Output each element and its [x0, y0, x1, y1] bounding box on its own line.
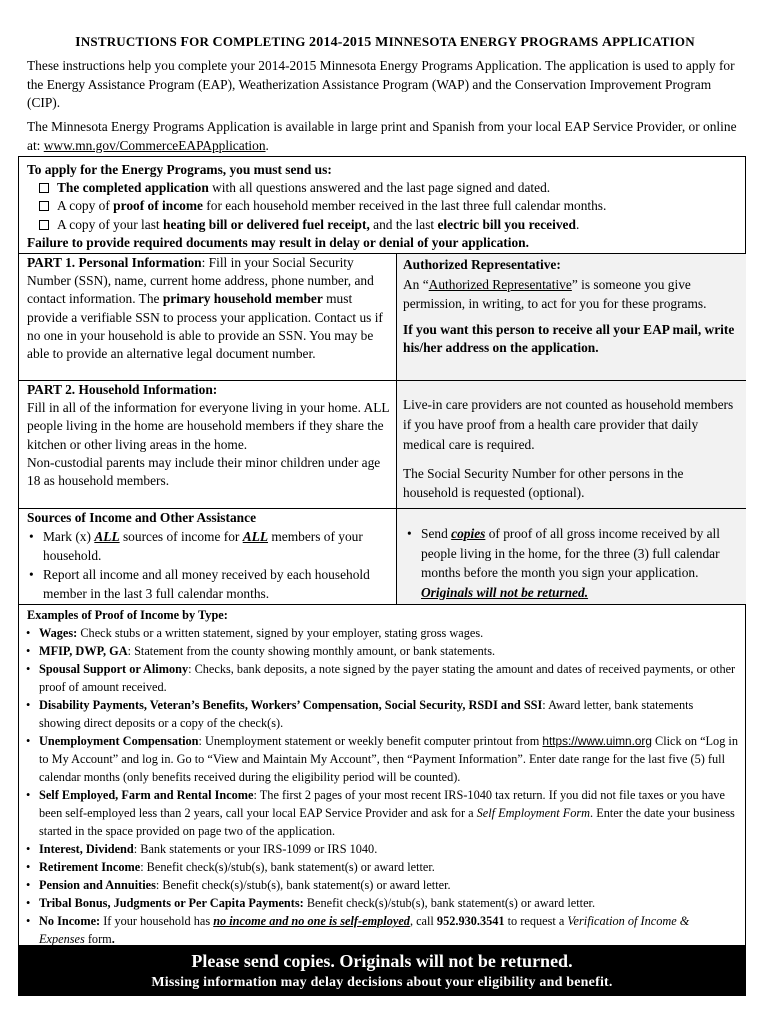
example-item: • Pension and Annuities: Benefit check(s)/stub(s), bank statement(s) or award letter. — [27, 876, 738, 894]
ssn-optional-note: The Social Security Number for other persons in the household is requested (optional). — [403, 465, 684, 501]
send-copies-bullet: • Send copies of proof of all gross income received by all people living in the home, for the three (3) full calendar months before the month you sign your application. Originals will not be returned. — [401, 524, 738, 602]
authorized-representative-box — [396, 254, 746, 380]
footer-missing-info: Missing information may delay decisions about your eligibility and benefit. — [151, 975, 613, 990]
example-item-self-employed: • Self Employed, Farm and Rental Income: The first 2 pages of your most recent IRS-1040 tax return. If you did not file taxes or you have been self-employed less than 2 years, call your local EAP Service Provider and ask for a Self Employment Form. Enter the date your business started in the space provided on page two of the application. — [27, 786, 738, 840]
part2-noncustodial: Non-custodial parents may include their minor children under age 18 as household members. — [27, 454, 381, 489]
auth-rep-mail-note: If you want this person to receive all your EAP mail, write his/her address on the application. — [403, 321, 735, 356]
auth-rep-heading: Authorized Representative: — [403, 257, 561, 272]
uimn-link[interactable]: https://www.uimn.org — [542, 734, 652, 748]
checkbox-icon — [39, 201, 49, 211]
failure-warning: Failure to provide required documents may result in delay or denial of your application. — [27, 234, 529, 250]
example-item: • Tribal Bonus, Judgments or Per Capita Payments: Benefit check(s)/stub(s), bank statement(s) or award letter. — [27, 894, 738, 912]
example-item: • Retirement Income: Benefit check(s)/stub(s), bank statement(s) or award letter. — [27, 858, 738, 876]
requirement-item: A copy of your last heating bill or delivered fuel receipt, and the last electric bill you received. — [27, 216, 738, 234]
example-item: • MFIP, DWP, GA: Statement from the county showing monthly amount, or bank statements. — [27, 642, 738, 660]
household-notes-box — [396, 381, 746, 508]
part2-heading: PART 2. Household Information: — [27, 382, 218, 397]
example-item: • Interest, Dividend: Bank statements or your IRS-1099 or IRS 1040. — [27, 840, 738, 858]
application-website-link[interactable]: www.mn.gov/CommerceEAPApplication — [43, 137, 266, 153]
phone-number: 952.930.3541 — [436, 914, 505, 928]
example-item-no-income: • No Income: If your household has no income and no one is self-employed, call 952.930.3541 to request a Verification of Income & Expenses form. — [27, 912, 738, 948]
example-item: • Wages: Check stubs or a written statement, signed by your employer, stating gross wages. — [27, 624, 738, 642]
footer-send-copies: Please send copies. Originals will not be returned. — [191, 951, 573, 971]
example-item-unemployment: • Unemployment Compensation: Unemployment statement or weekly benefit computer printout from https://www.uimn.org Click on “Log in to My Account” and log in. Go to “View and Maintain My Account”, then “Payment Information”. Enter date range for the last five (5) full calendar months (only benefits received during the eligibility period will be counted). — [27, 732, 738, 786]
part2-household-info — [18, 381, 396, 508]
income-heading: Sources of Income and Other Assistance — [27, 510, 257, 525]
part2-text: Fill in all of the information for everyone living in your home. ALL people living in the home are household members if they share the kitchen or other living areas in the home. — [27, 400, 390, 452]
document-title: INSTRUCTIONS FOR COMPLETING 2014-2015 MINNESOTA ENERGY PROGRAMS APPLICATION — [75, 34, 695, 50]
checkbox-icon — [39, 220, 49, 230]
example-item: • Disability Payments, Veteran’s Benefits, Workers’ Compensation, Social Security, RSDI and SSI: Award letter, bank statements showing direct deposits or a copy of the check(s). — [27, 696, 738, 732]
income-bullet: • Mark (x) ALL sources of income for ALL members of your household. — [27, 527, 392, 565]
examples-heading: Examples of Proof of Income by Type: — [27, 608, 228, 622]
auth-rep-text: An “Authorized Representative” is someone you give permission, in writing, to act for you for these programs. — [403, 276, 707, 312]
part1-heading: PART 1. Personal Information — [27, 255, 202, 270]
requirement-item: The completed application with all questions answered and the last page signed and dated. — [27, 179, 738, 197]
income-sources-section — [18, 509, 396, 604]
example-item: • Spousal Support or Alimony: Checks, bank deposits, a note signed by the payer stating the amount and dates of received payments, or other proof of amount received. — [27, 660, 738, 696]
footer-banner — [18, 946, 746, 996]
requirement-item: A copy of proof of income for each household member received in the last three full calendar months. — [27, 197, 738, 215]
apply-requirements-section — [18, 157, 746, 254]
income-bullet: • Report all income and all money received by each household member in the last 3 full calendar months. — [27, 565, 392, 603]
apply-heading: To apply for the Energy Programs, you must send us: — [27, 162, 332, 177]
checkbox-icon — [39, 183, 49, 193]
part1-personal-info: PART 1. Personal Information: Fill in your Social Security Number (SSN), name, current home address, phone number, and contact information. The primary household member must provide a verifiable SSN to process your application. Contact us if no one in your household is able to provide an SSN. You may be able to provide an alternative legal document number. — [27, 255, 383, 362]
care-provider-note: Live-in care providers are not counted as household members if you have proof from a health care provider that daily medical care is required. — [403, 397, 734, 453]
intro-paragraph: These instructions help you complete your 2014-2015 Minnesota Energy Programs Application. The application is used to apply for the Energy Assistance Program (EAP), Weatherization Assistance Program (WAP) and the Conservation Improvement Program (CIP). — [27, 58, 735, 110]
send-copies-box — [396, 509, 746, 604]
intro-availability-paragraph: The Minnesota Energy Programs Application is available in large print and Spanish from your local EAP Service Provider, or online at: www.mn.gov/CommerceEAPApplication. — [27, 119, 737, 153]
proof-of-income-examples — [18, 604, 746, 948]
